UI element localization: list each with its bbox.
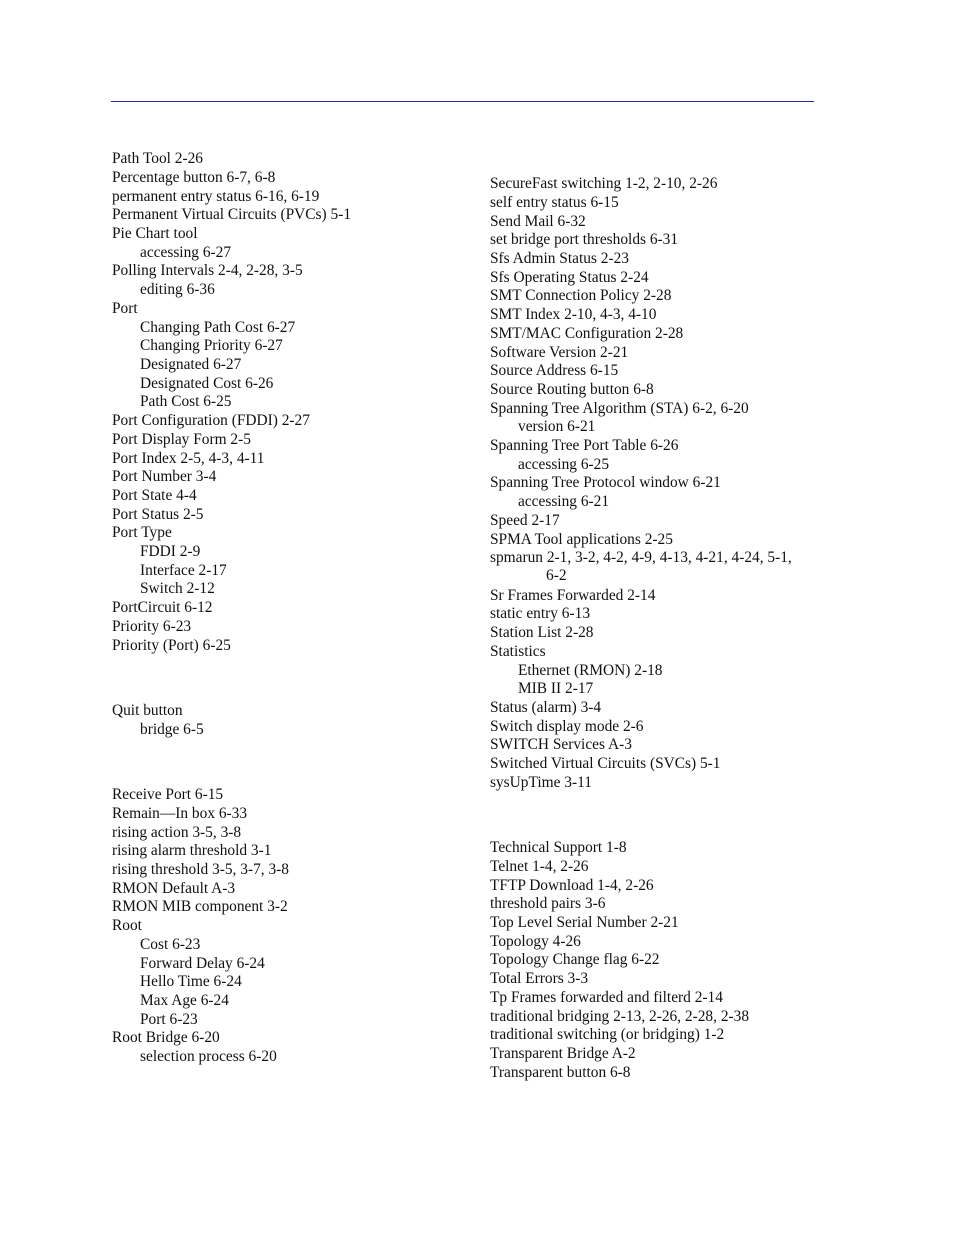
index-entry-text: Polling Intervals 2-4, 2-28, 3-5	[112, 262, 303, 279]
index-subentry	[518, 662, 662, 680]
index-entry-text: accessing 6-27	[140, 244, 232, 261]
index-subentry	[140, 375, 273, 393]
index-entry-text: Quit button	[112, 702, 183, 719]
index-entry-text: Port Number 3-4	[112, 468, 217, 485]
index-entry	[112, 431, 251, 449]
index-entry	[490, 344, 628, 362]
index-subentry	[140, 319, 295, 337]
index-entry-text: Speed 2-17	[490, 512, 560, 529]
index-entry	[490, 474, 721, 492]
index-entry	[490, 718, 643, 736]
index-entry-text: Port Type	[112, 524, 172, 541]
index-entry-text: version 6-21	[518, 418, 596, 435]
index-entry-text: Changing Priority 6-27	[140, 337, 283, 354]
index-entry-text: static entry 6-13	[490, 605, 591, 622]
index-entry-text: Designated 6-27	[140, 356, 242, 373]
index-entry-text: Port Display Form 2-5	[112, 431, 251, 448]
index-entry	[490, 774, 592, 792]
index-subentry	[140, 356, 241, 374]
index-entry-text: Port Status 2-5	[112, 506, 204, 523]
index-subentry	[140, 973, 242, 991]
index-subentry	[140, 936, 200, 954]
index-entry-text: Switch 2-12	[140, 580, 215, 597]
index-entry	[490, 1026, 724, 1044]
index-entry-text: Path Cost 6-25	[140, 393, 232, 410]
index-entry	[490, 755, 721, 773]
index-entry	[490, 914, 679, 932]
index-entry	[112, 637, 231, 655]
index-entry	[490, 1064, 631, 1082]
index-entry	[490, 175, 717, 193]
index-entry-text: accessing 6-25	[518, 456, 610, 473]
index-entry	[112, 300, 138, 318]
index-entry	[490, 213, 586, 231]
index-entry-text: SMT Index 2-10, 4-3, 4-10	[490, 306, 657, 323]
index-entry	[490, 1045, 636, 1063]
index-subentry	[518, 680, 593, 698]
index-subentry	[140, 955, 265, 973]
index-entry-text: PortCircuit 6-12	[112, 599, 213, 616]
index-entry	[490, 269, 649, 287]
index-entry	[112, 599, 212, 617]
index-entry-text: Permanent Virtual Circuits (PVCs) 5-1	[112, 206, 352, 223]
index-entry-text: Statistics	[490, 643, 546, 660]
index-entry-text: Station List 2-28	[490, 624, 594, 641]
index-entry	[490, 699, 601, 717]
index-entry-continuation: 6-2	[546, 567, 567, 584]
index-entry	[490, 306, 656, 324]
index-entry-text: Cost 6-23	[140, 936, 201, 953]
index-entry-text: Top Level Serial Number 2-21	[490, 914, 679, 931]
index-entry	[112, 917, 142, 935]
index-entry-text: Sfs Admin Status 2-23	[490, 250, 629, 267]
index-entry-text: bridge 6-5	[140, 721, 204, 738]
index-entry-text: Designated Cost 6-26	[140, 375, 274, 392]
index-entry-text: Switched Virtual Circuits (SVCs) 5-1	[490, 755, 721, 772]
index-subentry	[518, 493, 609, 511]
index-entry	[112, 188, 319, 206]
index-entry-text: Send Mail 6-32	[490, 213, 586, 230]
index-entry-text: TFTP Download 1-4, 2-26	[490, 877, 654, 894]
index-entry	[490, 970, 588, 988]
index-subentry	[518, 456, 609, 474]
index-entry	[112, 702, 183, 720]
index-entry-text: Path Tool 2-26	[112, 150, 203, 167]
index-entry-text: Forward Delay 6-24	[140, 955, 265, 972]
index-entry	[490, 325, 683, 343]
index-entry-text: Technical Support 1-8	[490, 839, 627, 856]
index-entry	[112, 169, 275, 187]
index-entry	[112, 450, 264, 468]
index-entry-text: Transparent button 6-8	[490, 1064, 631, 1081]
index-entry	[112, 468, 216, 486]
index-entry	[490, 362, 618, 380]
index-entry-text: Topology Change flag 6-22	[490, 951, 660, 968]
index-entry	[490, 877, 654, 895]
index-entry-text: sysUpTime 3-11	[490, 774, 592, 791]
index-entry-text: Port	[112, 300, 138, 317]
index-entry	[490, 549, 792, 585]
index-entry-text: Spanning Tree Algorithm (STA) 6-2, 6-20	[490, 400, 749, 417]
index-entry-text: Sfs Operating Status 2-24	[490, 269, 649, 286]
index-entry-text: set bridge port thresholds 6-31	[490, 231, 679, 248]
index-entry-text: Source Address 6-15	[490, 362, 619, 379]
index-entry	[490, 858, 589, 876]
index-entry	[490, 231, 678, 249]
index-entry-text: Status (alarm) 3-4	[490, 699, 602, 716]
index-entry-text: threshold pairs 3-6	[490, 895, 606, 912]
index-entry-text: SMT Connection Policy 2-28	[490, 287, 672, 304]
index-subentry	[140, 281, 215, 299]
index-subentry	[140, 543, 200, 561]
index-entry-text: spmarun 2-1, 3-2, 4-2, 4-9, 4-13, 4-21, 4-24, 5-1,	[490, 549, 792, 566]
index-entry	[112, 225, 198, 243]
index-entry-text: Ethernet (RMON) 2-18	[518, 662, 663, 679]
index-entry-text: Sr Frames Forwarded 2-14	[490, 587, 656, 604]
index-entry-text: Max Age 6-24	[140, 992, 229, 1009]
index-entry	[490, 287, 671, 305]
index-entry-text: Interface 2-17	[140, 562, 227, 579]
index-entry	[112, 805, 247, 823]
index-subentry	[140, 393, 232, 411]
index-subentry	[140, 580, 215, 598]
index-entry-text: SMT/MAC Configuration 2-28	[490, 325, 684, 342]
index-entry-text: SPMA Tool applications 2-25	[490, 531, 673, 548]
index-subentry	[140, 1048, 277, 1066]
index-entry-text: traditional bridging 2-13, 2-26, 2-28, 2-38	[490, 1008, 750, 1025]
index-entry-text: MIB II 2-17	[518, 680, 594, 697]
index-entry-text: Spanning Tree Protocol window 6-21	[490, 474, 721, 491]
index-entry-text: RMON Default A-3	[112, 880, 236, 897]
index-subentry	[140, 721, 204, 739]
index-entry	[490, 736, 632, 754]
index-entry	[490, 933, 581, 951]
index-subentry	[140, 244, 231, 262]
index-entry	[490, 531, 673, 549]
index-entry-text: self entry status 6-15	[490, 194, 619, 211]
index-entry	[112, 412, 310, 430]
index-entry	[112, 842, 271, 860]
index-subentry	[140, 337, 283, 355]
index-entry-text: editing 6-36	[140, 281, 215, 298]
index-entry	[490, 194, 619, 212]
index-entry	[490, 989, 723, 1007]
index-entry-text: Switch display mode 2-6	[490, 718, 644, 735]
index-entry	[490, 250, 629, 268]
index-entry	[112, 150, 203, 168]
index-entry	[490, 839, 627, 857]
index-subentry	[140, 562, 227, 580]
index-entry-text: Port Configuration (FDDI) 2-27	[112, 412, 310, 429]
index-entry	[112, 824, 241, 842]
index-entry	[112, 786, 223, 804]
index-entry	[490, 605, 590, 623]
index-entry	[112, 206, 351, 224]
index-entry-text: Transparent Bridge A-2	[490, 1045, 636, 1062]
index-entry	[112, 487, 197, 505]
index-subentry	[140, 1011, 198, 1029]
index-entry	[490, 400, 749, 418]
index-entry-text: traditional switching (or bridging) 1-2	[490, 1026, 725, 1043]
index-entry-text: selection process 6-20	[140, 1048, 277, 1065]
index-entry	[112, 618, 191, 636]
index-entry-text: Receive Port 6-15	[112, 786, 224, 803]
header-rule	[111, 101, 814, 102]
index-entry-text: rising threshold 3-5, 3-7, 3-8	[112, 861, 289, 878]
index-entry-text: rising action 3-5, 3-8	[112, 824, 242, 841]
index-entry-text: SecureFast switching 1-2, 2-10, 2-26	[490, 175, 718, 192]
index-entry-text: Port Index 2-5, 4-3, 4-11	[112, 450, 265, 467]
index-entry-text: Telnet 1-4, 2-26	[490, 858, 589, 875]
index-entry-text: permanent entry status 6-16, 6-19	[112, 188, 320, 205]
index-entry	[490, 1008, 749, 1026]
index-entry-text: Tp Frames forwarded and filterd 2-14	[490, 989, 723, 1006]
index-entry-text: accessing 6-21	[518, 493, 610, 510]
index-entry-text: Root	[112, 917, 142, 934]
index-entry-text: Spanning Tree Port Table 6-26	[490, 437, 679, 454]
index-entry	[112, 262, 303, 280]
index-entry	[490, 381, 654, 399]
index-entry-text: Percentage button 6-7, 6-8	[112, 169, 276, 186]
index-entry-text: FDDI 2-9	[140, 543, 201, 560]
index-entry-text: Priority (Port) 6-25	[112, 637, 231, 654]
index-entry	[490, 624, 593, 642]
index-entry-text: Port State 4-4	[112, 487, 197, 504]
index-entry-text: Changing Path Cost 6-27	[140, 319, 296, 336]
index-entry	[490, 437, 678, 455]
index-entry-text: Root Bridge 6-20	[112, 1029, 220, 1046]
index-entry-text: SWITCH Services A-3	[490, 736, 632, 753]
index-subentry	[518, 418, 595, 436]
index-entry	[490, 643, 546, 661]
index-entry	[112, 880, 235, 898]
index-entry-text: Priority 6-23	[112, 618, 192, 635]
index-entry-text: Topology 4-26	[490, 933, 581, 950]
index-entry	[112, 524, 172, 542]
index-entry-text: Port 6-23	[140, 1011, 198, 1028]
index-entry-text: rising alarm threshold 3-1	[112, 842, 272, 859]
index-entry	[490, 512, 560, 530]
index-entry	[490, 951, 659, 969]
index-entry	[112, 506, 204, 524]
index-entry	[112, 898, 288, 916]
index-entry-text: Pie Chart tool	[112, 225, 198, 242]
index-entry-text: Source Routing button 6-8	[490, 381, 654, 398]
index-entry	[490, 895, 605, 913]
index-entry	[112, 1029, 220, 1047]
index-entry-text: Hello Time 6-24	[140, 973, 242, 990]
index-entry-text: RMON MIB component 3-2	[112, 898, 288, 915]
index-entry	[112, 861, 289, 879]
index-subentry	[140, 992, 229, 1010]
index-entry-text: Software Version 2-21	[490, 344, 629, 361]
index-entry-text: Total Errors 3-3	[490, 970, 589, 987]
index-entry	[490, 587, 655, 605]
index-entry-text: Remain—In box 6-33	[112, 805, 248, 822]
